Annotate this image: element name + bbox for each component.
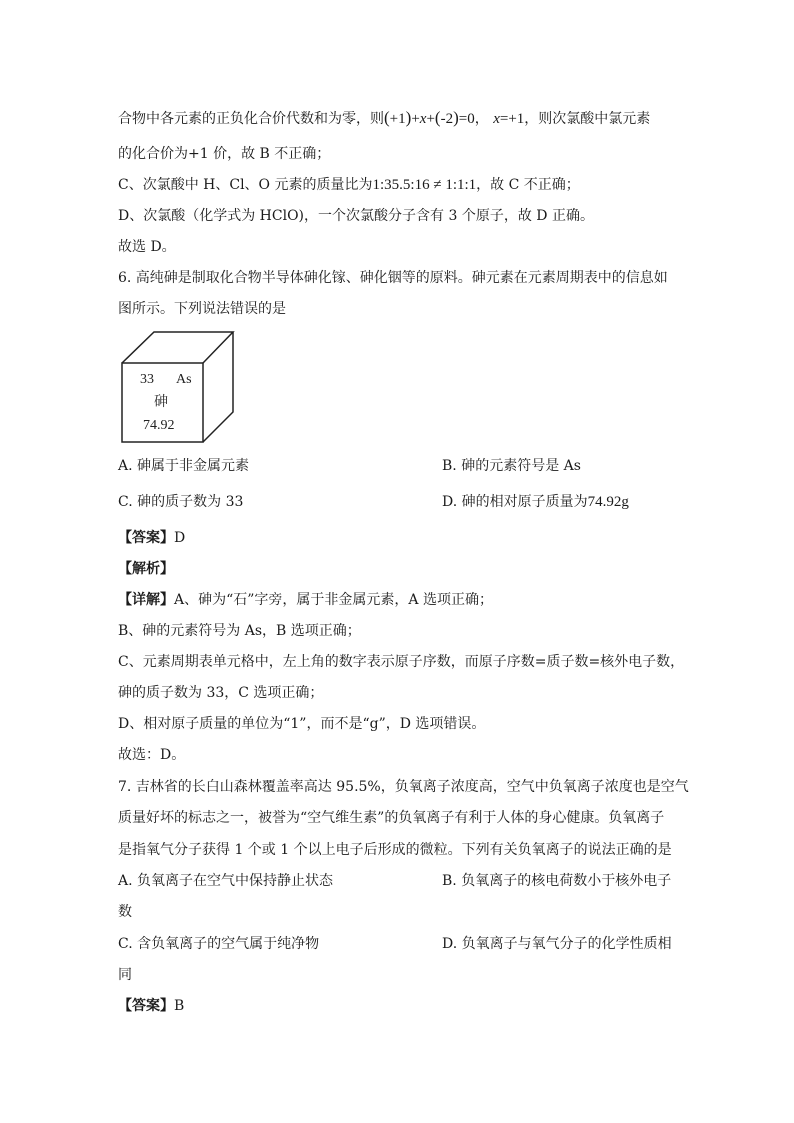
q6-option-a: A. 砷属于非金属元素 [118,458,250,474]
q6-detail-1: 【详解】A、砷为“石”字旁，属于非金属元素，A 选项正确； [118,592,493,608]
q5-line-5: 故选 D。 [118,239,176,255]
q7-option-b: B. 负氧离子的核电荷数小于核外电子 [442,873,672,889]
atomic-mass: 74.92 [143,418,175,433]
q7-stem-3: 是指氧气分子获得 1 个或 1 个以上电子后形成的微粒。下列有关负氧离子的说法正确的是 [118,842,672,858]
q6-analysis-label: 【解析】 [118,561,174,577]
q7-stem-1: 7. 吉林省的长白山森林覆盖率高达 95.5%，负氧离子浓度高，空气中负氧离子浓度也是空气 [118,779,689,795]
q7-answer: 【答案】B [118,998,185,1014]
q7-option-c: C. 含负氧离子的空气属于纯净物 [118,936,320,952]
q5-line-4: D、次氯酸（化学式为 HClO)，一个次氯酸分子含有 3 个原子，故 D 正确。 [118,208,594,224]
x-value: x=+1 [493,111,525,127]
q6-option-c: C. 砷的质子数为 33 [118,494,244,510]
q6-option-d: D. 砷的相对原子质量为74.92g [442,494,629,510]
element-name: 砷 [154,395,168,410]
q7-option-a: A. 负氧离子在空气中保持静止状态 [118,873,334,889]
element-cell-figure [120,330,236,445]
q7-option-d-wrap: 同 [118,967,132,983]
element-symbol: As [176,372,192,387]
q6-detail-6: 故选：D。 [118,747,186,763]
q5-text: 合物中各元素的正负化合价代数和为零，则 [118,111,384,127]
q6-detail-4: 砷的质子数为 33，C 选项正确； [118,685,324,701]
q5-line-3: C、次氯酸中 H、Cl、O 元素的质量比为1:35.5:16 ≠ 1:1:1，故 C 不正确； [118,177,580,193]
q6-stem-2: 图所示。下列说法错误的是 [118,301,286,317]
q7-option-b-wrap: 数 [118,904,132,920]
q7-option-d: D. 负氧离子与氧气分子的化学性质相 [442,936,672,952]
q5-line-1: 合物中各元素的正负化合价代数和为零，则(+1)+x+(-2)=0， x=+1，则次氯酸中氯元素 [118,108,651,127]
mass-with-unit: 74.92g [587,494,629,510]
q6-detail-5: D、相对原子质量的单位为“1”，而不是“g”，D 选项错误。 [118,716,486,732]
q6-answer: 【答案】D [118,530,186,546]
mass-ratio: 1:35.5:16 ≠ 1:1:1 [372,177,477,193]
atomic-number: 33 [140,372,154,387]
q5-line-2: 的化合价为+1 价，故 B 不正确； [118,146,331,162]
q6-detail-3: C、元素周期表单元格中，左上角的数字表示原子序数，而原子序数=质子数=核外电子数， [118,654,685,670]
q7-stem-2: 质量好坏的标志之一，被誉为“空气维生素”的负氧离子有利于人体的身心健康。负氧离子 [118,810,665,826]
q6-option-b: B. 砷的元素符号是 As [442,458,581,474]
q6-detail-2: B、砷的元素符号为 As，B 选项正确； [118,623,361,639]
valence-equation: (+1)+x+(-2)=0 [384,108,475,127]
q6-stem-1: 6. 高纯砷是制取化合物半导体砷化镓、砷化铟等的原料。砷元素在元素周期表中的信息如 [118,270,668,286]
